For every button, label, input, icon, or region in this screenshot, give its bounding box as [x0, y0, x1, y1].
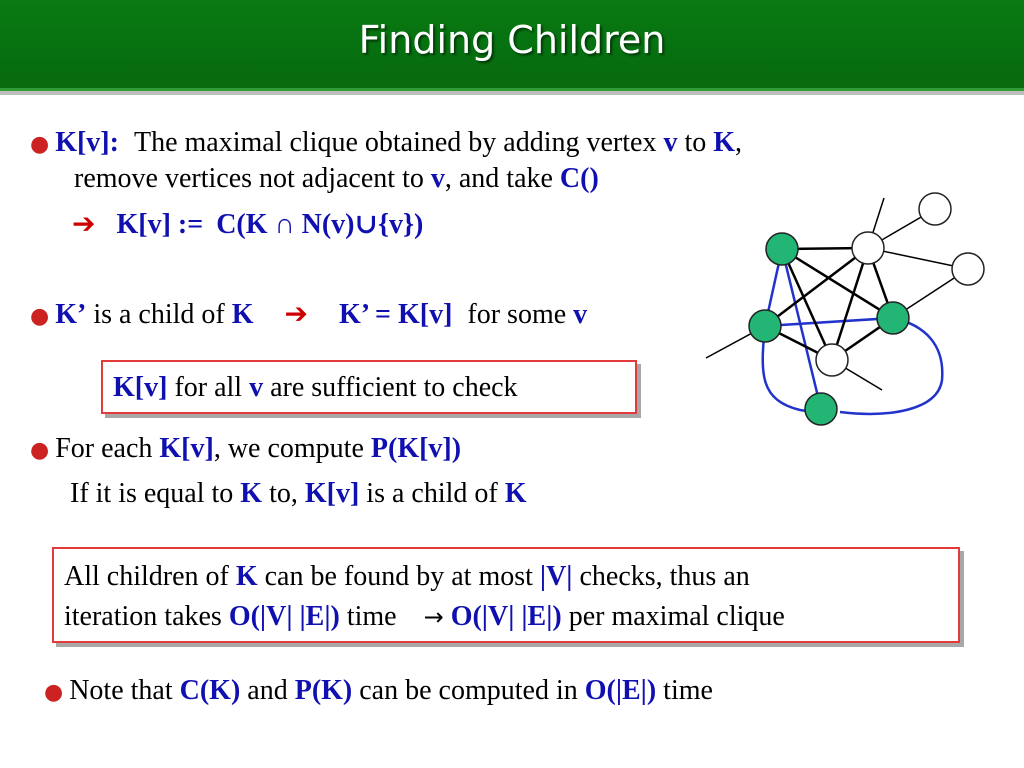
bullet1-line2-v: v	[430, 163, 445, 194]
bullet-dot-icon: ●	[30, 132, 50, 157]
graph-node-clique	[805, 393, 837, 425]
bullet4-time: time	[663, 675, 713, 706]
graph-node	[852, 232, 884, 264]
formula-lhs: K[v] :=	[116, 209, 204, 240]
bullet3-kv2: K[v]	[304, 478, 360, 509]
box2-l1-b: can be found by at most	[264, 561, 533, 592]
graph-edge	[782, 249, 821, 409]
formula-rhs: C(K ∩ N(v)∪{v})	[216, 209, 424, 240]
bullet3-k: K	[240, 478, 263, 509]
bullet-dot-icon: ●	[30, 438, 50, 463]
bullet3-if: If it is equal to	[70, 478, 234, 509]
bullet2-v: v	[573, 299, 588, 330]
bullet1-k: K	[713, 127, 736, 158]
graph-nodes	[749, 193, 984, 425]
bullet1-line2-and: , and take	[444, 163, 553, 194]
box1-kv: K[v]	[113, 372, 168, 403]
bullet1-line2-c: C()	[559, 163, 599, 194]
graph-node-clique	[749, 310, 781, 342]
box2-l1-c: checks, thus an	[579, 561, 750, 592]
bullet3-to: to,	[269, 478, 298, 509]
graph-edge	[765, 318, 893, 326]
bullet4-can: can be computed in	[359, 675, 578, 706]
graph-node	[952, 253, 984, 285]
box2-l2-rest: per maximal clique	[568, 601, 785, 632]
bullet3-for-each: For each	[55, 433, 153, 464]
bullet4-note: Note that	[69, 675, 173, 706]
term-kv: K[v]	[55, 127, 110, 158]
right-arrow-icon: ➔	[72, 207, 96, 240]
bullet2-kprime: K’	[55, 299, 87, 330]
graph-node	[816, 344, 848, 376]
term-colon: :	[109, 127, 119, 158]
box2-l2-a: iteration takes	[64, 601, 222, 632]
box2-l2-time: time	[346, 601, 397, 632]
bullet-dot-icon: ●	[30, 304, 50, 329]
graph-edge	[832, 248, 868, 360]
bullet1-to: to	[684, 127, 707, 158]
arrow-right-icon: →	[423, 603, 444, 631]
box2-l1-a: All children of	[64, 561, 229, 592]
bullet3-k2: K	[504, 478, 527, 509]
bullet1-v: v	[663, 127, 678, 158]
bullet4-p: P(K)	[294, 675, 353, 706]
bullet2-equation: K’ = K[v]	[338, 299, 453, 330]
bullet4-and: and	[247, 675, 288, 706]
bullet1-comma: ,	[735, 127, 743, 158]
blue-edges	[763, 249, 943, 414]
bullet3-child: is a child of	[366, 478, 498, 509]
slide-title: Finding Children	[358, 18, 666, 62]
graph-node-clique	[877, 302, 909, 334]
bullet3-p: P(K[v])	[370, 433, 462, 464]
bullet2-is-child: is a child of	[93, 299, 225, 330]
box2-l1-k: K	[235, 561, 258, 592]
box2-l2-o2: O(|V| |E|)	[450, 601, 562, 632]
bullet1-text: The maximal clique obtained by adding vertex	[133, 127, 657, 158]
graph-node	[919, 193, 951, 225]
bullet2-for-some: for some	[467, 299, 567, 330]
box1-for-all: for all	[174, 372, 243, 403]
bullet4-c: C(K)	[179, 675, 241, 706]
box1-v: v	[249, 372, 264, 403]
box1-rest: are sufficient to check	[270, 372, 518, 403]
right-arrow-icon: ➔	[284, 297, 308, 330]
graph-node-clique	[766, 233, 798, 265]
box2-l2-o: O(|V| |E|)	[228, 601, 340, 632]
bullet-dot-icon: ●	[44, 680, 64, 705]
bullet4-o: O(|E|)	[584, 675, 657, 706]
box2-l1-v: |V|	[539, 561, 573, 592]
bullet2-k: K	[231, 299, 254, 330]
bullet1-line2-text: remove vertices not adjacent to	[74, 163, 424, 194]
bullet3-kv: K[v]	[159, 433, 214, 464]
bullet3-compute: , we compute	[213, 433, 364, 464]
